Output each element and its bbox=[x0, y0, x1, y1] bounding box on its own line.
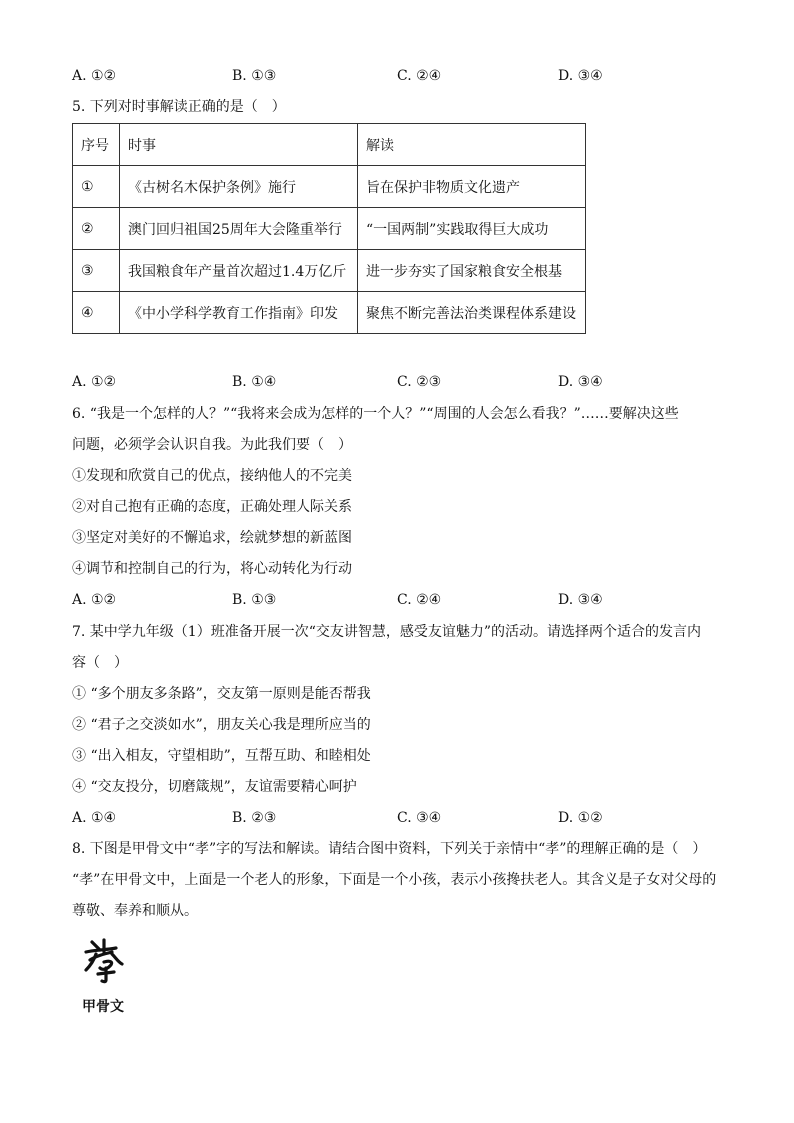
q4-option-c[interactable]: C. ②④ bbox=[397, 68, 442, 84]
table-cell: ④ bbox=[73, 292, 120, 334]
table-cell: “一国两制”实践取得巨大成功 bbox=[358, 208, 586, 250]
q6-option-b[interactable]: B. ①③ bbox=[232, 592, 277, 608]
q6-option-a[interactable]: A. ①② bbox=[72, 592, 117, 608]
glyph-caption: 甲骨文 bbox=[82, 999, 124, 1015]
table-cell: 我国粮食年产量首次超过1.4万亿斤 bbox=[120, 250, 358, 292]
q6-option-c[interactable]: C. ②④ bbox=[397, 592, 442, 608]
q6-option-d[interactable]: D. ③④ bbox=[558, 592, 603, 608]
q7-options bbox=[72, 808, 672, 828]
q6-stem-line1: 6. “我是一个怎样的人？”“我将来会成为怎样的一个人？”“周围的人会怎么看我？”……要解决这些 bbox=[72, 406, 679, 422]
q5-table bbox=[72, 123, 586, 334]
q7-option-a[interactable]: A. ①④ bbox=[72, 810, 117, 826]
table-header-cell: 时事 bbox=[120, 124, 358, 166]
table-cell: ② bbox=[73, 208, 120, 250]
q6-item-4: ④调节和控制自己的行为，将心动转化为行动 bbox=[72, 561, 352, 577]
table-cell: 进一步夯实了国家粮食安全根基 bbox=[358, 250, 586, 292]
table-row bbox=[73, 166, 586, 208]
table-cell: 聚焦不断完善法治类课程体系建设 bbox=[358, 292, 586, 334]
table-header-cell: 序号 bbox=[73, 124, 120, 166]
table-row bbox=[73, 292, 586, 334]
table-cell: 澳门回归祖国25周年大会隆重举行 bbox=[120, 208, 358, 250]
q6-item-1: ①发现和欣赏自己的优点，接纳他人的不完美 bbox=[72, 468, 352, 484]
q6-item-2: ②对自己抱有正确的态度，正确处理人际关系 bbox=[72, 499, 352, 515]
q7-stem-line2: 容（ ） bbox=[72, 655, 128, 671]
q8-stem: 8. 下图是甲骨文中“孝”字的写法和解读。请结合图中资料，下列关于亲情中“孝”的理解正确的是（ ） bbox=[72, 841, 707, 857]
q4-option-d[interactable]: D. ③④ bbox=[558, 68, 603, 84]
q6-options bbox=[72, 590, 672, 610]
q5-option-b[interactable]: B. ①④ bbox=[232, 374, 277, 390]
oracle-bone-xiao-glyph-icon bbox=[82, 938, 126, 984]
q5-option-d[interactable]: D. ③④ bbox=[558, 374, 603, 390]
q7-option-c[interactable]: C. ③④ bbox=[397, 810, 442, 826]
q5-stem: 5. 下列对时事解读正确的是（ ） bbox=[72, 99, 286, 115]
table-cell: 旨在保护非物质文化遗产 bbox=[358, 166, 586, 208]
q7-item-1: ① “多个朋友多条路”，交友第一原则是能否帮我 bbox=[72, 686, 371, 702]
q6-item-3: ③坚定对美好的不懈追求，绘就梦想的新蓝图 bbox=[72, 530, 352, 546]
q7-stem-line1: 7. 某中学九年级（1）班准备开展一次“交友讲智慧，感受友谊魅力”的活动。请选择两个适合的发言内 bbox=[72, 624, 702, 640]
q5-option-a[interactable]: A. ①② bbox=[72, 374, 117, 390]
table-header-row bbox=[73, 124, 586, 166]
table-cell: ③ bbox=[73, 250, 120, 292]
q8-desc-line2: 尊敬、奉养和顺从。 bbox=[72, 903, 198, 919]
q7-item-3: ③ “出入相友，守望相助”，互帮互助、和睦相处 bbox=[72, 748, 371, 764]
table-cell: 《古树名木保护条例》施行 bbox=[120, 166, 358, 208]
q5-options bbox=[72, 372, 672, 392]
q5-option-c[interactable]: C. ②③ bbox=[397, 374, 442, 390]
table-row bbox=[73, 208, 586, 250]
q7-option-d[interactable]: D. ①② bbox=[558, 810, 603, 826]
table-cell: 《中小学科学教育工作指南》印发 bbox=[120, 292, 358, 334]
q4-option-a[interactable]: A. ①② bbox=[72, 68, 117, 84]
q7-item-4: ④ “交友投分，切磨箴规”，友谊需要精心呵护 bbox=[72, 779, 357, 795]
table-cell: ① bbox=[73, 166, 120, 208]
q6-stem-line2: 问题，必须学会认识自我。为此我们要（ ） bbox=[72, 437, 352, 453]
table-row bbox=[73, 250, 586, 292]
q7-item-2: ② “君子之交淡如水”，朋友关心我是理所应当的 bbox=[72, 717, 371, 733]
q8-desc-line1: “孝”在甲骨文中，上面是一个老人的形象，下面是一个小孩，表示小孩搀扶老人。其含义是子女对父母的 bbox=[72, 872, 717, 888]
q4-options bbox=[72, 66, 672, 86]
q4-option-b[interactable]: B. ①③ bbox=[232, 68, 277, 84]
q7-option-b[interactable]: B. ②③ bbox=[232, 810, 277, 826]
table-header-cell: 解读 bbox=[358, 124, 586, 166]
